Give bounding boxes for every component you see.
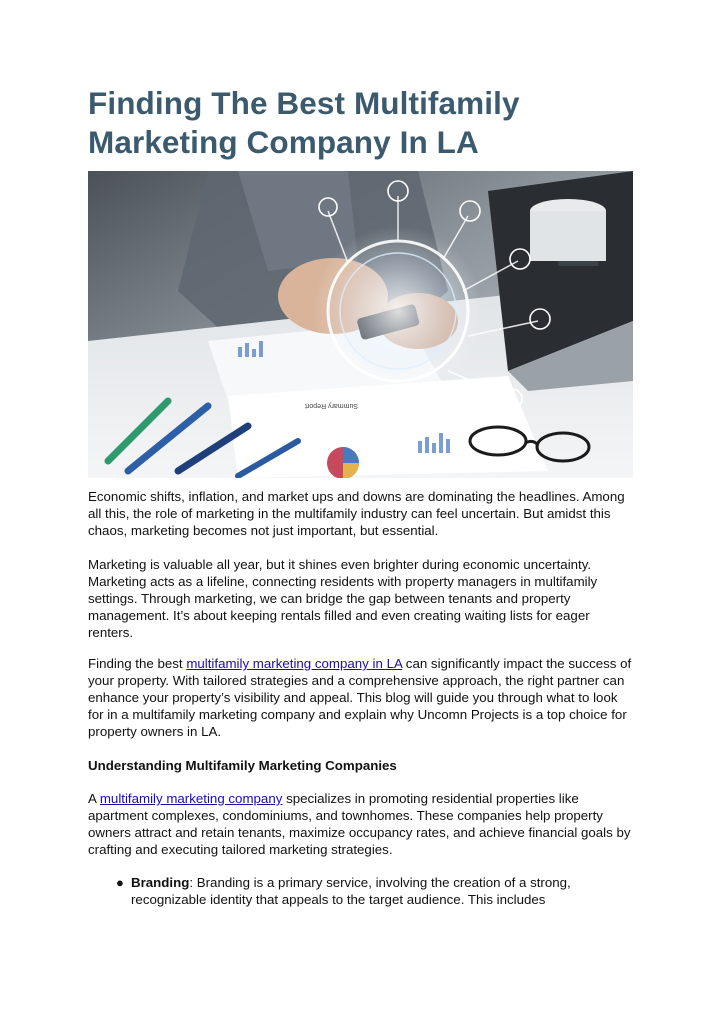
paragraph-text: specializes in promoting residential properties like apartment complexes, condominiums, and townhomes. These companies help property owners attract and retain tenants, maximize occupancy rates, and achieve financial goals by crafting and executing tailored marketing strategies. xyxy=(88,791,631,857)
bullet-text: : Branding is a primary service, involving the creation of a strong, recognizable identity that appeals to the target audience. This includes xyxy=(131,875,571,907)
section-heading: Understanding Multifamily Marketing Companies xyxy=(88,758,397,773)
page-title: Finding The Best Multifamily Marketing Company In LA xyxy=(88,85,520,160)
paper-label: Summary Report xyxy=(305,402,358,409)
paragraph-text: Finding the best xyxy=(88,656,187,671)
paragraph-text: A xyxy=(88,791,100,806)
hero-image xyxy=(88,171,633,478)
multifamily-marketing-company-link[interactable]: multifamily marketing company xyxy=(99,791,283,806)
paragraph-text: can significantly impact the success of your property. With tailored strategies and a comprehensive approach, the right partner can enhance your property’s visibility and appeal. This blog will guide you through what to look for in a multifamily marketing company and explain why Uncomn Projects is a top choice for property owners in LA. xyxy=(88,656,632,739)
bullet-term: Branding xyxy=(131,875,190,890)
paragraph-finding-best xyxy=(88,656,633,741)
paragraph-intro: Economic shifts, inflation, and market ups and downs are dominating the headlines. Among all this, the role of marketing in the multifamily industry can feel uncertain. But amidst this chaos, marketing becomes not just important, but essential. xyxy=(88,489,625,538)
paragraph-definition xyxy=(88,791,633,859)
list-item xyxy=(88,875,633,909)
multifamily-marketing-company-la-link[interactable]: multifamily marketing company in LA xyxy=(186,656,403,671)
bullet-icon: ● xyxy=(116,875,124,890)
paragraph-marketing-value: Marketing is valuable all year, but it shines even brighter during economic uncertainty. Marketing acts as a lifeline, connecting residents with property managers in multifamily settings. Through marketing, we can bridge the gap between tenants and property management. It’s about keeping rentals filled and even creating waiting lists for eager renters. xyxy=(88,557,598,640)
services-list xyxy=(88,875,633,909)
hero-illustration xyxy=(88,171,633,478)
